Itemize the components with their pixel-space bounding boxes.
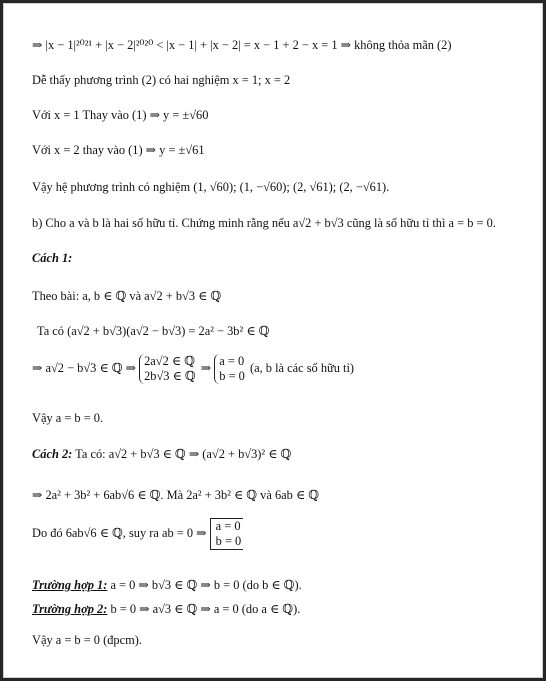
- system-1-row-2: 2b√3 ∈ ℚ: [144, 369, 196, 383]
- text-line-3: Với x = 1 Thay vào (1) ⇒ y = ±√60: [32, 108, 209, 122]
- cach-2-text: Ta có: a√2 + b√3 ∈ ℚ ⇒ (a√2 + b√3)² ∈ ℚ: [72, 447, 292, 461]
- square-bracket-system: [210, 518, 244, 550]
- text-line-5: Vậy hệ phương trình có nghiệm (1, √60); (1, −√60); (2, √61); (2, −√61).: [32, 180, 390, 194]
- system-lead: ⇒ a√2 − b√3 ∈ ℚ ⇒: [32, 360, 136, 375]
- text-line-1: ⇒ |x − 1|²⁰²¹ + |x − 2|²⁰²⁰ < |x − 1| + |x − 2| = x − 1 + 2 − x = 1 ⇒ không thỏa mãn (2): [32, 38, 452, 52]
- truong-hop-2-text: b = 0 ⇒ a√3 ∈ ℚ ⇒ a = 0 (do a ∈ ℚ).: [107, 602, 301, 616]
- system-arrow: ⇒: [200, 360, 212, 375]
- heading-cach-1: Cách 1:: [32, 251, 73, 265]
- system-brace-2: [214, 354, 247, 384]
- system-note: (a, b là các số hữu tỉ): [249, 360, 355, 375]
- text-line-9: [32, 354, 354, 384]
- text-line-10: Vậy a = b = 0.: [32, 411, 104, 425]
- text-line-13: [32, 518, 243, 550]
- do-do-lead: Do đó 6ab√6 ∈ ℚ, suy ra ab = 0 ⇒: [32, 525, 207, 540]
- system-brace-1: [139, 354, 198, 384]
- text-line-16: Vậy a = b = 0 (đpcm).: [32, 633, 142, 647]
- text-line-4: Với x = 2 thay vào (1) ⇒ y = ±√61: [32, 143, 205, 157]
- system-2-row-1: a = 0: [219, 354, 245, 368]
- bracket-row-2: b = 0: [215, 534, 242, 548]
- text-line-15: [32, 600, 300, 618]
- text-line-12: ⇒ 2a² + 3b² + 6ab√6 ∈ ℚ. Mà 2a² + 3b² ∈ ℚ và 6ab ∈ ℚ: [32, 488, 320, 502]
- text-line-7: Theo bài: a, b ∈ ℚ và a√2 + b√3 ∈ ℚ: [32, 289, 222, 303]
- text-line-11: [32, 445, 291, 463]
- document-page: [3, 3, 543, 678]
- text-line-2: Dễ thấy phương trình (2) có hai nghiệm x = 1; x = 2: [32, 73, 291, 87]
- system-2-row-2: b = 0: [219, 369, 245, 383]
- system-1-row-1: 2a√2 ∈ ℚ: [144, 354, 195, 368]
- truong-hop-2-label: Trường hợp 2:: [32, 602, 108, 616]
- text-line-6: b) Cho a và b là hai số hữu tỉ. Chứng minh rằng nếu a√2 + b√3 cũng là số hữu tỉ thì a = b = 0.: [32, 216, 496, 230]
- text-line-14: [32, 576, 302, 594]
- bracket-row-1: a = 0: [215, 519, 241, 533]
- truong-hop-1-text: a = 0 ⇒ b√3 ∈ ℚ ⇒ b = 0 (do b ∈ ℚ).: [107, 578, 302, 592]
- heading-cach-2: Cách 2:: [32, 447, 73, 461]
- text-line-8: Ta có (a√2 + b√3)(a√2 − b√3) = 2a² − 3b² ∈ ℚ: [37, 324, 270, 338]
- truong-hop-1-label: Trường hợp 1:: [32, 578, 108, 592]
